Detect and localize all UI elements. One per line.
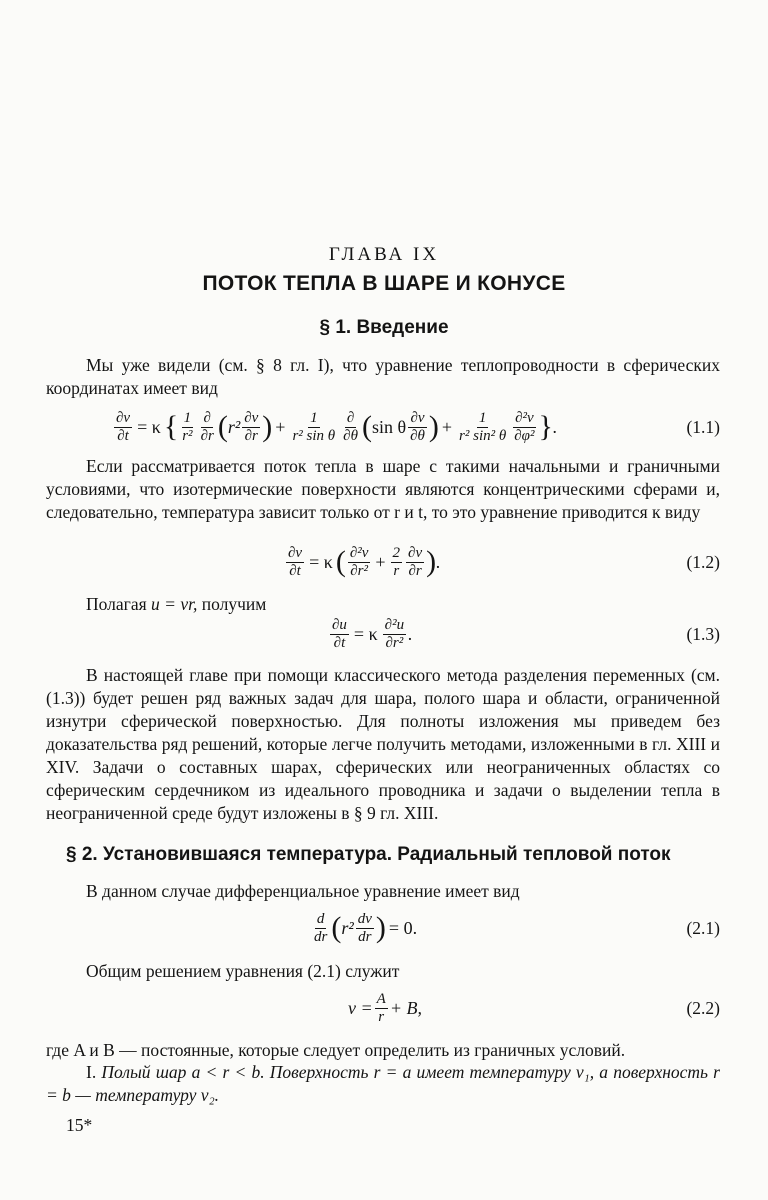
eq1-lhs: $\frac{\partial v}{\partial t}$: [116, 409, 131, 444]
equation-1-1-body: $\frac{\partial v}{\partial t}$ = κ { $\frac{1}{\text{r²}}$ $\frac{\partial}{\partial r}$ ( r² $\frac{\partial v}{\partial r}$ ) + $\frac{1}{\text{r² sin θ}}$ $\frac{\partial}{\partial\theta}$ ( sin θ $\frac{\partial v}{\partial\theta}$ ) + $\frac{1}{\text{r² sin² θ}}$ $\frac{\text{∂²v}}{\text{∂φ²}}$ } .: [116, 409, 558, 444]
paragraph-constants: где A и B — постоянные, которые следует определить из граничных условий.: [46, 1040, 626, 1060]
equation-2-2: [0, 986, 768, 1030]
equation-1-3-body: $\frac{\partial u}{\partial t}$ = κ $\frac{\text{∂²u}}{\text{∂r²}}$ .: [332, 616, 413, 651]
section-2-heading: § 2. Установившаяся температура. Радиальный тепловой поток: [66, 844, 671, 865]
equation-number-2-2: (2.2): [686, 998, 720, 1018]
section-1-heading: § 1. Введение: [319, 317, 449, 338]
equation-number-1-3: (1.3): [686, 624, 720, 644]
chapter-heading: ГЛАВА IX: [328, 244, 440, 265]
equation-number-2-1: (2.1): [686, 918, 720, 938]
equation-1-2-body: $\frac{\partial v}{\partial t}$ = κ ( $\frac{\text{∂²v}}{\text{∂r²}}$ + $\frac{2}{r}$ $\frac{\partial v}{\partial r}$ ) .: [288, 544, 441, 579]
equation-1-2: [0, 540, 768, 584]
paragraph-substitution: Полагая u = vr, получим: [86, 594, 267, 614]
equation-1-1: [0, 405, 768, 449]
paragraph-intro: Мы уже видели (см. § 8 гл. I), что уравнение теплопроводности в сферических координатах имеет вид: [46, 355, 720, 398]
paragraph-chapter-overview: В настоящей главе при помощи классического метода разделения переменных (см. (1.3)) будет решен ряд важных задач для шара, полого шара и области, ограниченной изнутри сферической поверхностью. Для полноты изложения мы приведем без доказательства ряд решений, которые легче получить методами, изложенными в гл. XIII и XIV. Задачи о составных шарах, сферических или неограниченных областях со сферическим сердечником из идеального проводника и задачи о выделении тепла в неограниченной среде будут изложены в § 9 гл. XIII.: [46, 665, 720, 823]
paragraph-general-solution: Общим решением уравнения (2.1) служит: [86, 961, 400, 981]
equation-number-1-2: (1.2): [686, 552, 720, 572]
equation-2-1-body: $\frac{d}{dr}$ ( r² $\frac{dv}{dr}$ ) = 0.: [314, 910, 418, 945]
paragraph-spherical: Если рассматривается поток тепла в шаре с такими начальными и граничными условиями, что изотермические поверхности являются концентрическими сферами и, следовательно, температура зависит только от r и t, то это уравнение приводится к виду: [46, 456, 720, 522]
equation-2-2-body: v = $\frac{A}{r}$ + B,: [348, 990, 422, 1025]
equation-2-1: [0, 906, 768, 950]
page-number: 15*: [66, 1115, 93, 1135]
chapter-title: ПОТОК ТЕПЛА В ШАРЕ И КОНУСЕ: [202, 272, 566, 295]
paragraph-hollow-sphere: I. Полый шар a < r < b. Поверхность r = a имеет температуру v₁, а поверхность r = b — температуру v₂.: [46, 1062, 720, 1105]
equation-1-3: [0, 612, 768, 656]
paragraph-diff-eq: В данном случае дифференциальное уравнение имеет вид: [86, 881, 520, 901]
equation-number-1-1: (1.1): [686, 417, 720, 437]
